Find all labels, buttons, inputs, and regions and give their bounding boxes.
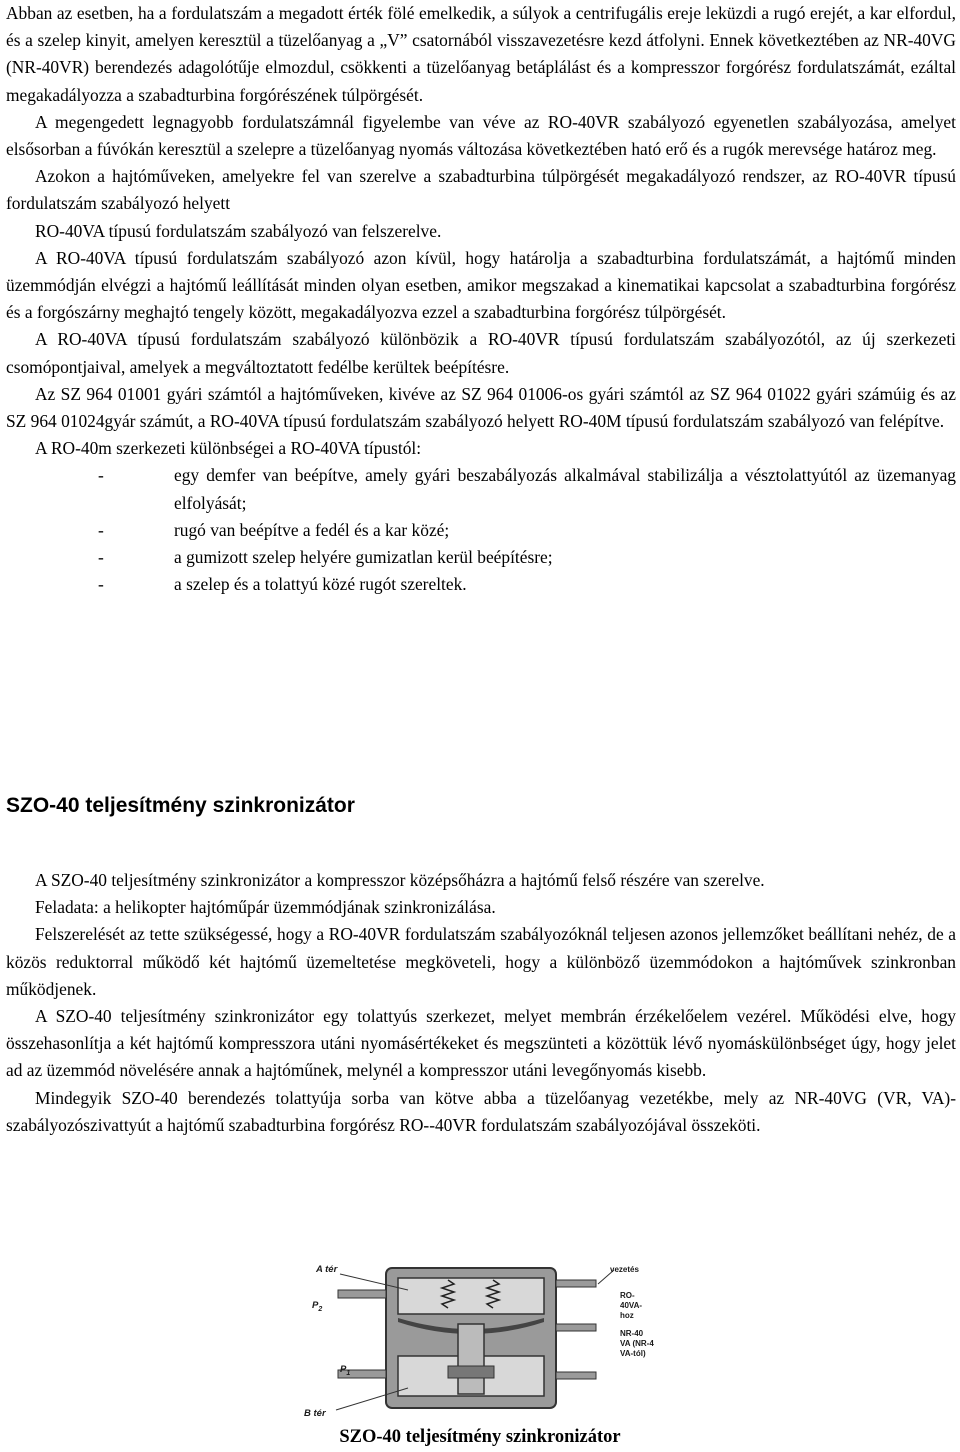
port-p2 (338, 1290, 386, 1298)
paragraph: A megengedett legnagyobb fordulatszámnál figyelembe van véve az RO-40VR szabályozó egyenetlen szabályozása, amelyet elsősorban a fúvókán keresztül a szelepre a tüzelőanyag nyomás változása következtében ható erő és a rugók merevsége határoz meg. (6, 111, 956, 160)
bullet-dash: - (98, 519, 104, 540)
list-item (6, 544, 956, 571)
synchronizer-diagram (298, 1260, 666, 1418)
label-b-ter: B tér (304, 1408, 326, 1418)
port-out-top (556, 1280, 596, 1287)
list-item (6, 462, 956, 516)
section-heading: SZO-40 teljesítmény szinkronizátor (6, 794, 355, 817)
list-item-text: egy demfer van beépítve, amely gyári beszabályozás alkalmával stabilizálja a vésztolattyútól az üzemanyag elfolyását; (174, 465, 956, 513)
paragraph: RO-40VA típusú fordulatszám szabályozó van felszerelve. (35, 220, 442, 241)
label-p1: $P_1$ (340, 1364, 351, 1377)
label-nr40-3: VA-tól) (620, 1349, 646, 1358)
label-nr40-2: VA (NR-4 (620, 1339, 654, 1348)
diagram-svg (298, 1260, 666, 1418)
paragraph: Feladata: a helikopter hajtóműpár üzemmódjának szinkronizálása. (35, 897, 496, 918)
paragraph: A RO-40VA típusú fordulatszám szabályozó azon kívül, hogy határolja a szabadturbina fordulatszámát, a hajtómű minden üzemmódján elvégzi a hajtómű leállítását minden olyan esetben, amikor megszakad a kinematikai kapcsolat a szabadturbina forgórész és a forgószárny meghajtó tengely között, megakadályozva ezzel a szabadturbina forgórész túlpörgését. (6, 247, 956, 323)
label-vezetes: vezetés (610, 1265, 639, 1274)
label-ro40va-3: hoz (620, 1311, 634, 1320)
text-block-2 (6, 867, 956, 1139)
spool (458, 1324, 484, 1394)
paragraph: Azokon a hajtóműveken, amelyekre fel van szerelve a szabadturbina túlpörgését megakadályozó rendszer, az RO-40VR típusú fordulatszám szabályozó helyett (6, 166, 956, 214)
list-item (6, 517, 956, 544)
label-p2: $P_2$ (312, 1300, 323, 1313)
bullet-dash: - (98, 465, 104, 486)
list-item-text: rugó van beépítve a fedél és a kar közé; (174, 519, 450, 540)
list-item-text: a szelep és a tolattyú közé rugót szereltek. (174, 574, 467, 595)
paragraph: A SZO-40 teljesítmény szinkronizátor egy tolattyús szerkezet, melyet membrán érzékelőelem vezérel. Működési elve, hogy összehasonlítja a két hajtómű kompresszora utáni nyomásértékeket és megszünteti a közöttük lévő nyomáskülönbséget úgy, hogy jelet ad az üzemmód növelésére annak a hajtóműnek, melynél a kompresszor utáni levegőnyomás kisebb. (6, 1006, 956, 1081)
spool-land (448, 1366, 494, 1378)
label-a-ter: A tér (316, 1264, 338, 1275)
paragraph: A RO-40m szerkezeti különbségei a RO-40VA típustól: (35, 438, 422, 459)
port-out-mid (556, 1324, 596, 1331)
label-ro40va-2: 40VA- (620, 1301, 643, 1310)
label-nr40-1: NR-40 (620, 1329, 644, 1338)
paragraph: A RO-40VA típusú fordulatszám szabályozó különbözik a RO-40VR típusú fordulatszám szabályozótól, az új szerkezeti csomópontjaival, amelyek a megváltoztatott fedélbe kerültek beépítésre. (6, 329, 956, 377)
port-out-bottom (556, 1372, 596, 1379)
paragraph: Felszerelését az tette szükségessé, hogy a RO-40VR fordulatszám szabályozóknál teljesen azonos jellemzőket beállítani nehéz, de a közös reduktorral működő két hajtómű üzemeltetése megköveteli, hogy a különböző üzemmódokon a hajtóművek szinkronban működjenek. (6, 924, 956, 999)
paragraph: Abban az esetben, ha a fordulatszám a megadott érték fölé emelkedik, a súlyok a centrifugális ereje leküzdi a rugó erejét, a kar elfordul, és a szelep kinyit, amelyen keresztül a tüzelőanyag a „V” csatornából visszavezetésre kezd átfolyni. Ennek következtében az NR-40VG (NR-40VR) berendezés adagolótűje elmozdul, csökkenti a tüzelőanyag betáplálást és a kompresszor forgórész fordulatszámát, ezáltal megakadályozza a szabadturbina forgórészének túlpörgését. (6, 3, 956, 105)
list-item-text: a gumizott szelep helyére gumizatlan kerül beépítésre; (174, 547, 553, 568)
figure-caption: SZO-40 teljesítmény szinkronizátor (339, 1427, 621, 1447)
bullet-dash: - (98, 574, 104, 595)
paragraph: Az SZ 964 01001 gyári számtól a hajtóműveken, kivéve az SZ 964 01006-os gyári számtól az SZ 964 01022 gyári számúig és az SZ 964 01024gyár számút, a RO-40VA típusú fordulatszám szabályozó helyett RO-40M típusú fordulatszám szabályozó van felépítve. (6, 383, 956, 432)
label-ro40va-1: RO- (620, 1291, 635, 1300)
paragraph: Mindegyik SZO-40 berendezés tolattyúja sorba van kötve abba a tüzelőanyag vezetékbe, mely az NR-40VG (VR, VA)- szabályozószivattyút a hajtómű szabadturbina forgórész RO--40VR fordulatszám szabályozójával összeköti. (6, 1087, 956, 1135)
upper-chamber (398, 1278, 544, 1314)
list-item (6, 571, 956, 598)
bullet-dash: - (98, 547, 104, 568)
text-block-1 (6, 0, 956, 598)
paragraph: A SZO-40 teljesítmény szinkronizátor a kompresszor középsőházra a hajtómű felső részére van szerelve. (35, 870, 765, 890)
